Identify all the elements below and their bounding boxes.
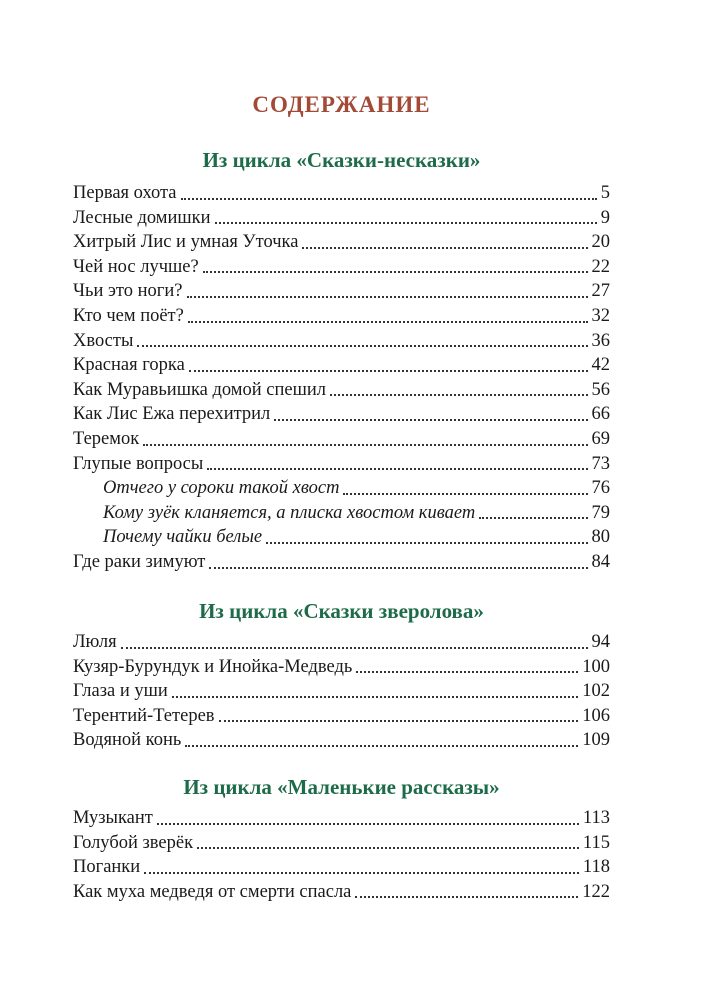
dot-leader	[207, 467, 587, 470]
dot-leader	[356, 670, 578, 673]
toc-entry	[73, 655, 610, 680]
page-number: 56	[591, 379, 610, 400]
dot-leader	[274, 418, 587, 421]
page-number: 5	[600, 183, 610, 203]
dot-leader	[121, 646, 588, 649]
page-title: СОДЕРЖАНИЕ	[252, 92, 431, 117]
dot-leader	[355, 895, 578, 898]
entry-title: Терентий-Тетерев	[73, 705, 215, 726]
entry-title: Поганки	[73, 857, 141, 878]
dot-leader	[189, 369, 588, 372]
page-number: 42	[591, 355, 610, 376]
dot-leader	[197, 846, 579, 849]
entry-title: Люля	[73, 632, 117, 652]
page-number: 94	[591, 632, 610, 652]
dot-leader	[215, 221, 597, 224]
entry-title: Глаза и уши	[73, 681, 168, 702]
toc-entry	[73, 501, 610, 526]
entry-title: Голубой зверёк	[73, 832, 194, 853]
toc-entry	[73, 402, 610, 427]
entry-title: Первая охота	[73, 183, 177, 203]
dot-leader	[137, 344, 587, 347]
page-number: 73	[591, 453, 610, 474]
page-number: 118	[582, 857, 610, 878]
page-number: 32	[591, 305, 610, 326]
page-number: 22	[591, 256, 610, 277]
entry-title: Музыкант	[73, 808, 153, 828]
page-number: 69	[591, 428, 610, 449]
dot-leader	[302, 246, 587, 249]
page-number: 20	[591, 232, 610, 253]
dot-leader	[266, 541, 587, 544]
page-number: 84	[591, 551, 610, 572]
entry-title: Отчего у сороки такой хвост	[103, 478, 340, 499]
page-number: 80	[591, 527, 610, 548]
entry-title: Чьи это ноги?	[73, 281, 183, 302]
dot-leader	[209, 566, 587, 569]
section-entries	[73, 181, 610, 575]
entry-title: Почему чайки белые	[103, 527, 263, 548]
section-entries	[73, 806, 610, 904]
toc-entry	[73, 476, 610, 501]
toc-entry	[73, 855, 610, 880]
dot-leader	[203, 270, 588, 273]
section-header: Из цикла «Сказки зверолова»	[199, 599, 484, 623]
toc-entry	[73, 679, 610, 704]
dot-leader	[187, 295, 588, 298]
toc-entry	[73, 525, 610, 550]
toc-entry	[73, 353, 610, 378]
toc-entry	[73, 230, 610, 255]
entry-title: Как Лис Ежа перехитрил	[73, 404, 271, 425]
page-number: 36	[591, 330, 610, 351]
dot-leader	[219, 719, 579, 722]
page-number: 100	[582, 656, 610, 677]
entry-title: Водяной конь	[73, 730, 182, 751]
dot-leader	[181, 197, 597, 200]
entry-title: Кто чем поёт?	[73, 305, 184, 326]
toc-entry	[73, 181, 610, 206]
entry-title: Хитрый Лис и умная Уточка	[73, 232, 299, 253]
dot-leader	[479, 516, 587, 519]
entry-title: Кузяр-Бурундук и Инойка-Медведь	[73, 656, 353, 677]
entry-title: Теремок	[73, 428, 140, 449]
toc-entry	[73, 427, 610, 452]
entry-title: Как муха медведя от смерти спасла	[73, 881, 352, 902]
section-header: Из цикла «Сказки-несказки»	[202, 148, 481, 172]
page-number: 102	[582, 681, 610, 702]
dot-leader	[157, 822, 579, 825]
toc-entry	[73, 728, 610, 753]
page-number: 113	[582, 808, 610, 828]
toc-entry	[73, 304, 610, 329]
toc-entry	[73, 831, 610, 856]
page-number: 122	[582, 881, 610, 902]
entry-title: Глупые вопросы	[73, 453, 204, 474]
entry-title: Лесные домишки	[73, 207, 211, 228]
entry-title: Красная горка	[73, 355, 185, 376]
toc-entry	[73, 279, 610, 304]
dot-leader	[330, 393, 588, 396]
toc-entry	[73, 550, 610, 575]
section-entries	[73, 630, 610, 753]
toc-entry	[73, 880, 610, 905]
entry-title: Хвосты	[73, 330, 134, 351]
toc-entry	[73, 255, 610, 280]
toc-entry	[73, 329, 610, 354]
dot-leader	[343, 492, 587, 495]
entry-title: Чей нос лучше?	[73, 256, 199, 277]
entry-title: Как Муравьишка домой спешил	[73, 379, 326, 400]
page-number: 79	[591, 502, 610, 523]
dot-leader	[143, 443, 587, 446]
dot-leader	[188, 320, 588, 323]
toc-entry	[73, 378, 610, 403]
toc-entry	[73, 452, 610, 477]
dot-leader	[144, 871, 579, 874]
toc-entry	[73, 806, 610, 831]
page-number: 66	[591, 404, 610, 425]
section-header: Из цикла «Маленькие рассказы»	[183, 775, 500, 799]
toc-entry	[73, 630, 610, 655]
toc-entry	[73, 704, 610, 729]
page-number: 27	[591, 281, 610, 302]
dot-leader	[185, 744, 578, 747]
toc-entry	[73, 206, 610, 231]
page-number: 76	[591, 478, 610, 499]
entry-title: Где раки зимуют	[73, 551, 206, 572]
page-number: 9	[600, 207, 610, 228]
page-number: 115	[582, 832, 610, 853]
page-number: 109	[582, 730, 610, 751]
entry-title: Кому зуёк кланяется, а плиска хвостом кивает	[103, 502, 476, 523]
dot-leader	[172, 695, 578, 698]
page-number: 106	[582, 705, 610, 726]
